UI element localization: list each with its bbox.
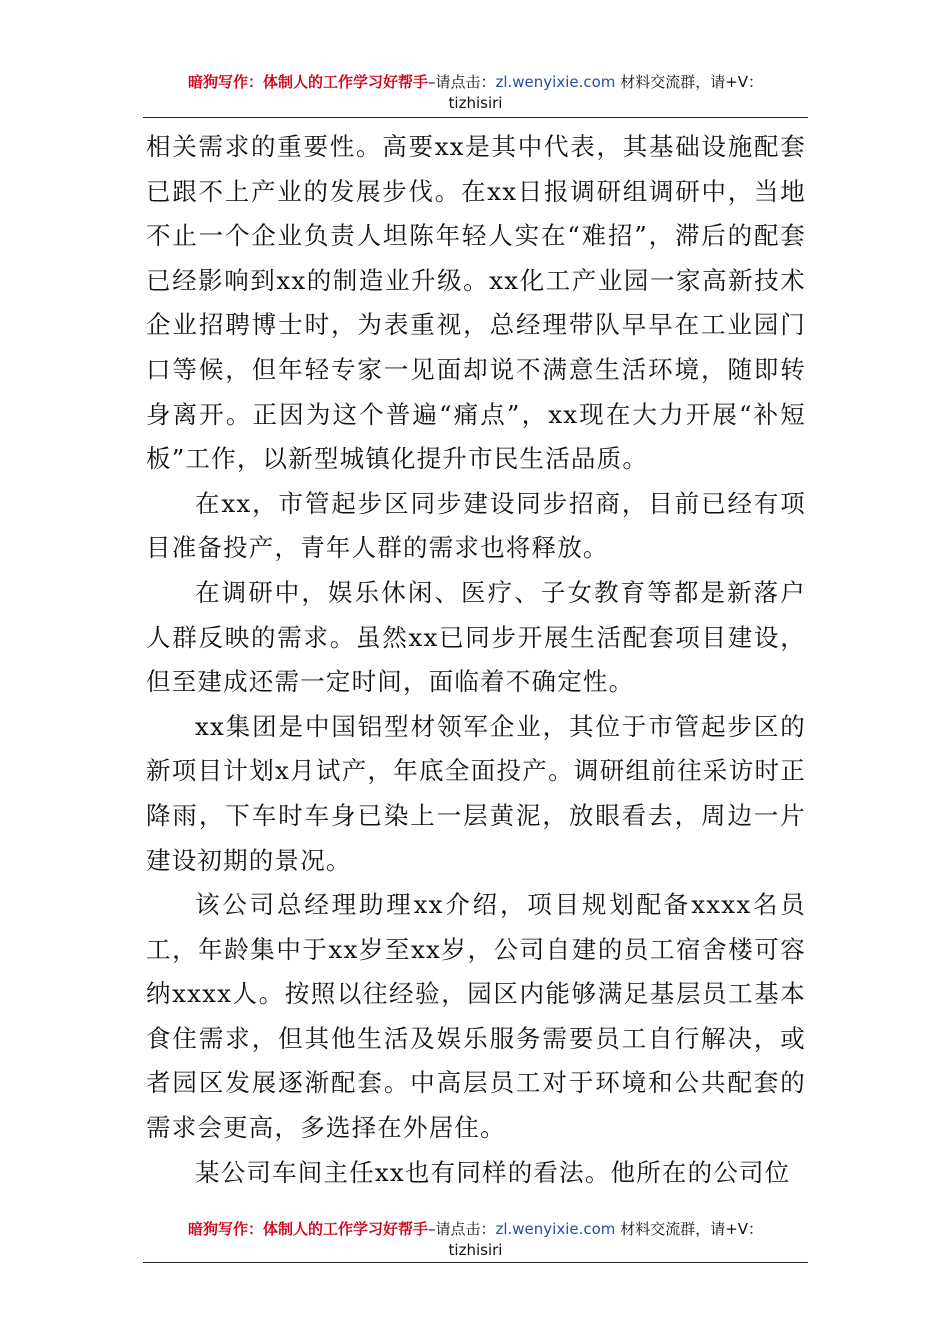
- paragraph-5: 该公司总经理助理xx介绍，项目规划配备xxxx名员工，年龄集中于xx岁至xx岁，公司自建的员工宿舍楼可容纳xxxx人。按照以往经验，园区内能够满足基层员工基本食住需求，但其他生活及娱乐服务需要员工自行解决，或者园区发展逐渐配套。中高层员工对于环境和公共配套的需求会更高，多选择在外居住。: [146, 890, 806, 1143]
- paragraph-3: 在调研中，娱乐休闲、医疗、子女教育等都是新落户人群反映的需求。虽然xx已同步开展生活配套项目建设，但至建成还需一定时间，面临着不确定性。: [146, 577, 806, 697]
- paragraph-4: xx集团是中国铝型材领军企业，其位于市管起步区的新项目计划x月试产，年底全面投产。调研组前往采访时正降雨，下车时车身已染上一层黄泥，放眼看去，周边一片建设初期的景况。: [146, 711, 806, 875]
- page-footer: [143, 1219, 808, 1261]
- footer-divider: [143, 1262, 808, 1263]
- page-header: [143, 72, 808, 114]
- footer-line-1: [143, 1219, 808, 1240]
- footer-brand: 暗狗写作：体制人的工作学习好帮手: [187, 1220, 428, 1238]
- footer-link[interactable]: zl.wenyixie.com: [495, 1220, 616, 1238]
- document-body: [146, 125, 806, 1195]
- header-wechat: tizhisiri: [448, 94, 503, 112]
- footer-tail: 材料交流群，请+V：: [615, 1220, 764, 1238]
- header-brand: 暗狗写作：体制人的工作学习好帮手: [187, 73, 428, 91]
- header-line-1: [143, 72, 808, 93]
- paragraph-6: 某公司车间主任xx也有同样的看法。他所在的公司位: [195, 1157, 791, 1187]
- paragraph-1: 相关需求的重要性。高要xx是其中代表，其基础设施配套已跟不上产业的发展步伐。在xx日报调研组调研中，当地不止一个企业负责人坦陈年轻人实在“难招”，滞后的配套已经影响到xx的制造业升级。xx化工产业园一家高新技术企业招聘博士时，为表重视，总经理带队早早在工业园门口等候，但年轻专家一见面却说不满意生活环境，随即转身离开。正因为这个普遍“痛点”，xx现在大力开展“补短板”工作，以新型城镇化提升市民生活品质。: [146, 132, 806, 474]
- header-link[interactable]: zl.wenyixie.com: [495, 73, 616, 91]
- footer-prompt: –请点击：: [427, 1220, 496, 1238]
- header-prompt: –请点击：: [427, 73, 496, 91]
- header-divider: [143, 117, 808, 118]
- footer-wechat: tizhisiri: [448, 1241, 503, 1259]
- paragraph-2: 在xx，市管起步区同步建设同步招商，目前已经有项目准备投产，青年人群的需求也将释放。: [146, 488, 806, 563]
- header-tail: 材料交流群，请+V：: [615, 73, 764, 91]
